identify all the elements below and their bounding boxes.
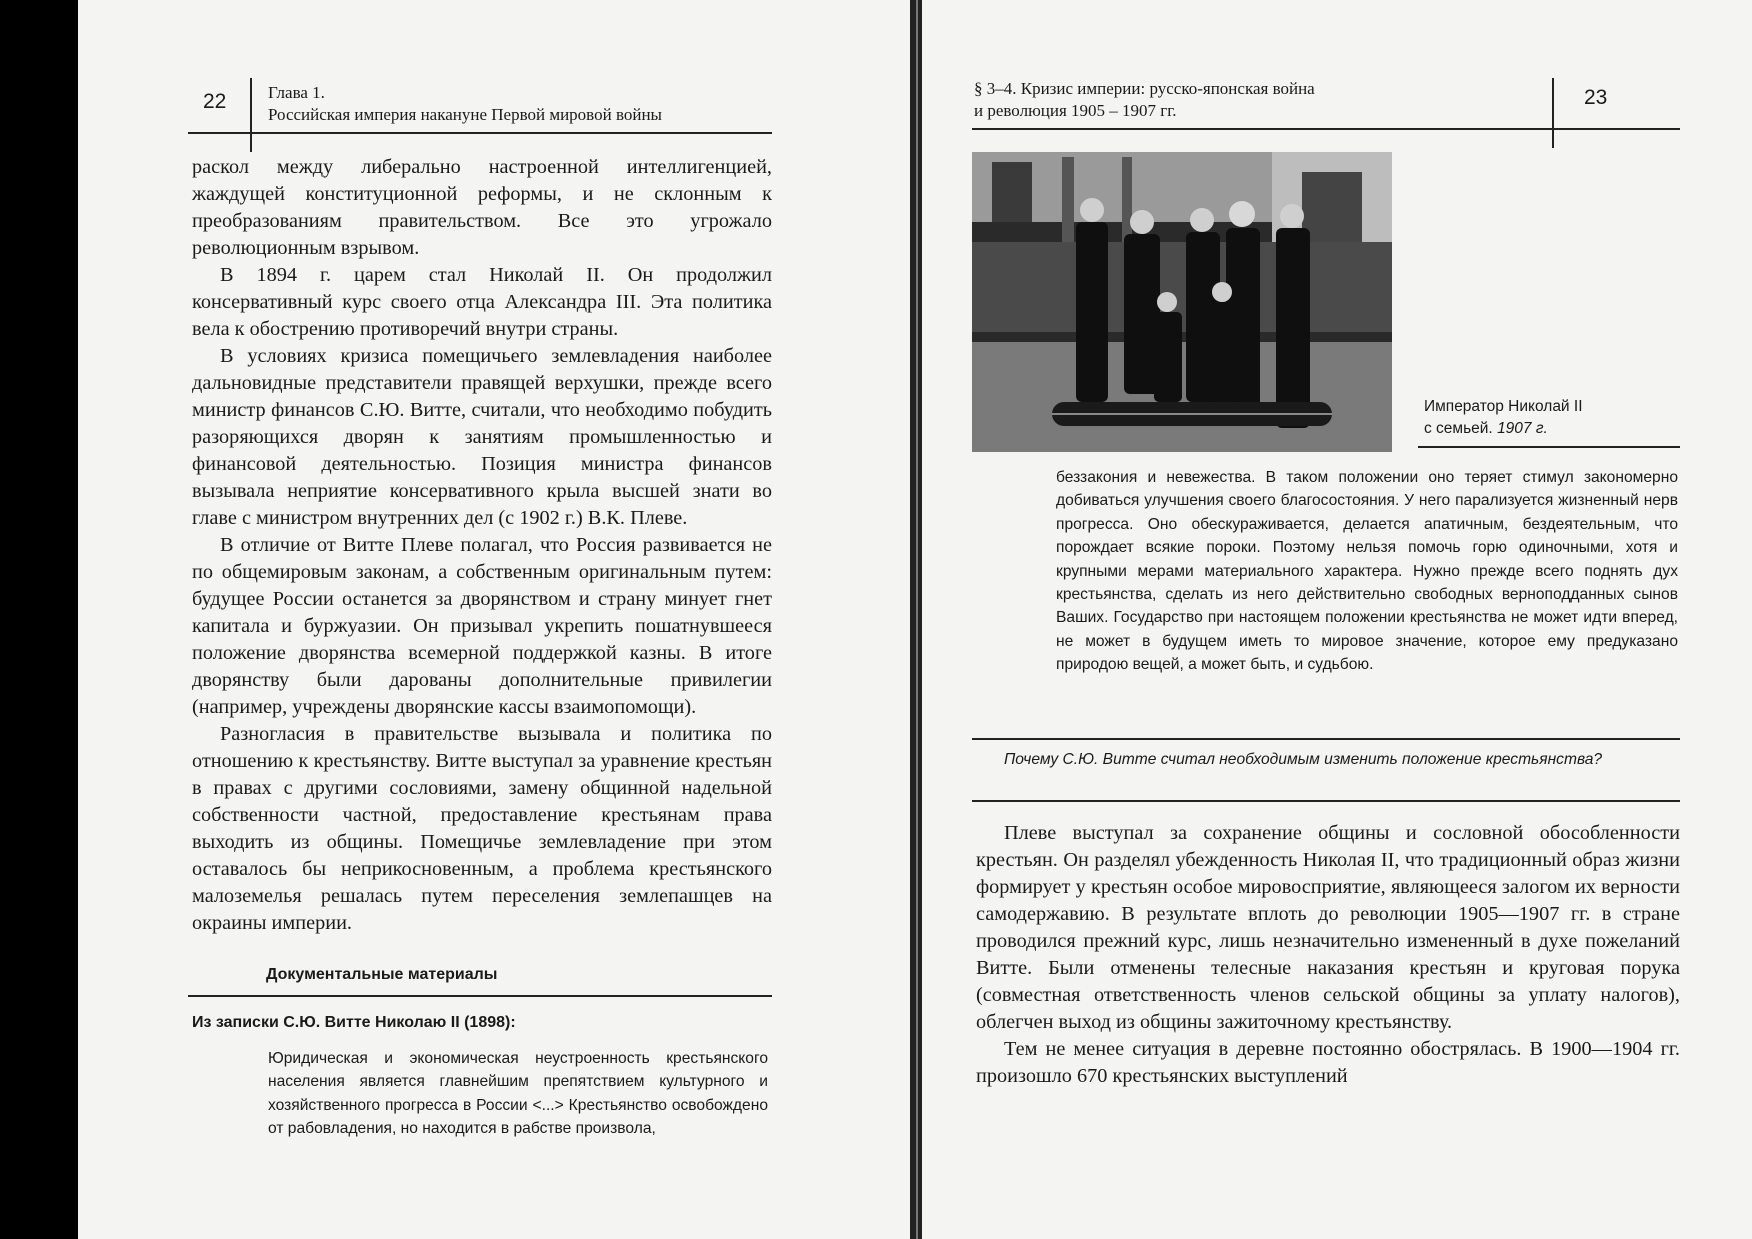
page-number-left: 22 [203, 90, 227, 113]
gutter-line [916, 0, 918, 1239]
photo-caption [1424, 396, 1583, 440]
header-rule [188, 132, 772, 134]
review-question: Почему С.Ю. Витте считал необходимым изменить положение крестьянства? [1004, 751, 1603, 768]
header-divider [250, 78, 252, 152]
right-page [922, 0, 1752, 1239]
section-heading-line2: и революция 1905 – 1907 гг. [974, 101, 1177, 120]
section-title: Документальные материалы [266, 966, 498, 983]
caption-rule [1418, 446, 1680, 448]
section-rule [188, 995, 772, 997]
photo-illustration [972, 152, 1392, 452]
left-page [78, 0, 916, 1239]
section-heading-line1: § 3–4. Кризис империи: русско-японская война [974, 79, 1315, 98]
document-text: Юридическая и экономическая неустроенность крестьянского населения является главнейшим препятствием культурного и хозяйственного прогресса в России <...> Крестьянство освобождено от рабовладения, но находится в рабстве произвола, [268, 1050, 768, 1138]
paragraph: Плеве выступал за сохранение общины и сословной обособленности крестьян. Он разделял убежденность Николая II, что традиционный образ жизни формирует у крестьян особое мировосприятие, являющееся залогом их верности самодержавию. В результате вплоть до революции 1905—1907 гг. в стране проводился прежний курс, лишь незначительно измененный в духе пожеланий Витте. Были отменены телесные наказания крестьян и круговая порука (совместная ответственность членов сельской общины за уплату налогов), облегчен выход из общины зажиточному крестьянству. [976, 822, 1680, 1033]
document-text: беззакония и невежества. В таком положении оно теряет стимул закономерно добиваться улучшения своего благосостояния. У него парализуется жизненный нерв прогресса. Оно обескураживается, делается апатичным, бездеятельным, что порождает всякие пороки. Поэтому нельзя помочь горю одиночными, хотя и крупными мерами материального характера. Нужно прежде всего поднять дух крестьянства, сделать из него действительно свободных верноподданных сынов Ваших. Государство при настоящем положении крестьянства не может идти вперед, не может в будущем иметь то мировое значение, которое ему предуказано природою вещей, а может быть, и судьбою. [1056, 469, 1678, 674]
chapter-label: Глава 1. [268, 83, 325, 102]
running-head-left [268, 82, 788, 126]
paragraph: Разногласия в правительстве вызывала и политика по отношению к крестьянству. Витте выступал за уравнение крестьян в правах с другими сословиями, замену общинной надельной собственности частной, предоставление крестьянам права выходить из общины. Помещичье землевладение при этом оставалось бы неприкосновенным, а проблема крестьянского малоземелья решалась путем переселения землепашцев на окраины империи. [192, 723, 772, 934]
family-photo [972, 152, 1392, 452]
chapter-title: Российская империя накануне Первой мировой войны [268, 105, 662, 124]
caption-year: 1907 г. [1497, 420, 1548, 437]
paragraph: В 1894 г. царем стал Николай II. Он продолжил консервативный курс своего отца Александра III. Эта политика вела к обострению противоречий внутри страны. [192, 264, 772, 340]
running-head-right [974, 78, 1394, 122]
main-text-left [192, 154, 772, 937]
header-rule-right [972, 128, 1680, 130]
document-quote-right [1056, 466, 1678, 677]
paragraph: В отличие от Витте Плеве полагал, что Россия развивается не по общемировым законам, а собственным оригинальным путем: будущее России останется за дворянством и страну минует гнет капитала и буржуазии. Он призывал укрепить пошатнувшееся положение дворянства всемерной поддержкой казны. В итоге дворянству были дарованы дополнительные привилегии (например, учреждены дворянские кассы взаимопомощи). [192, 534, 772, 718]
caption-line2: с семьей. 1907 г. [1424, 420, 1548, 437]
paragraph: В условиях кризиса помещичьего землевладения наиболее дальновидные представители правящей верхушки, прежде всего министр финансов С.Ю. Витте, считали, что необходимо побудить разоряющихся дворян к занятиям промышленностью и финансовой деятельностью. Позиция министра финансов вызывала неприятие консервативного крыла высшей знати во главе с министром внутренних дел (с 1902 г.) В.К. Плеве. [192, 345, 772, 529]
paragraph: Тем не менее ситуация в деревне постоянно обострялась. В 1900—1904 гг. произошло 670 крестьянских выступлений [976, 1038, 1680, 1087]
question-rule-top [972, 738, 1680, 740]
caption-line1: Император Николай II [1424, 398, 1583, 415]
header-divider-right [1552, 78, 1554, 148]
document-quote-left [268, 1047, 768, 1141]
main-text-right [976, 820, 1680, 1090]
paragraph: раскол между либерально настроенной интеллигенцией, жаждущей конституционной реформы, и не склонным к преобразованиям правительством. Все это угрожало революционным взрывом. [192, 156, 772, 259]
document-title: Из записки С.Ю. Витте Николаю II (1898): [192, 1014, 516, 1031]
question-rule-bottom [972, 800, 1680, 802]
page-number-right: 23 [1584, 86, 1608, 109]
